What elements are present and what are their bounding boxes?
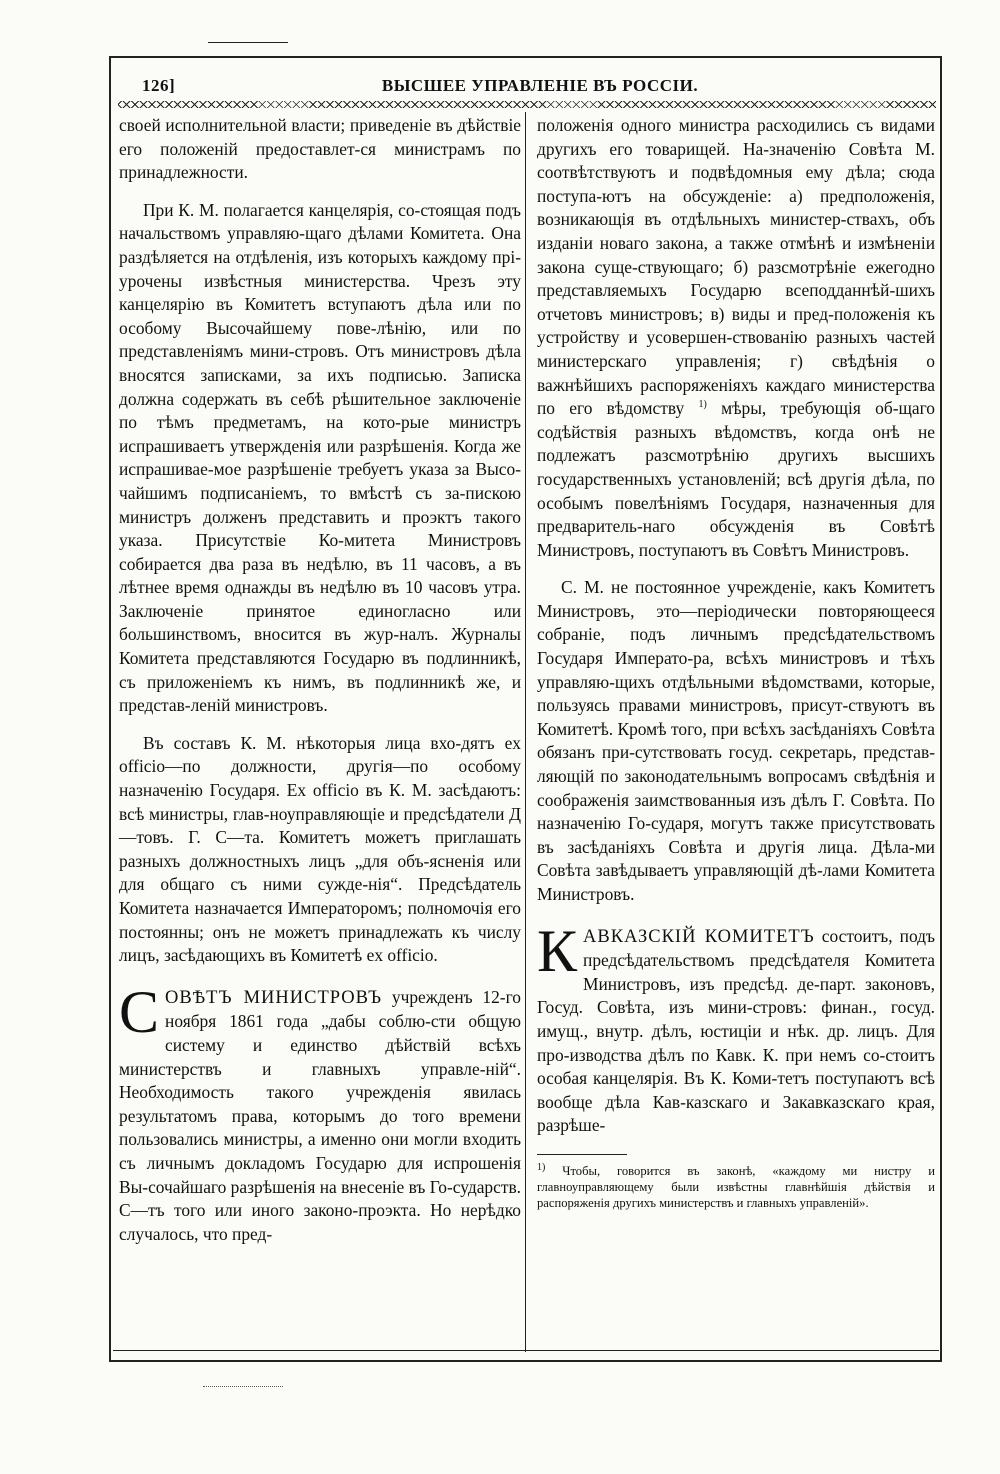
page-number: 126]	[142, 76, 176, 95]
kavkazskiy-komitet-section	[537, 917, 935, 1138]
kavkaz-dropcap: К	[537, 917, 578, 984]
right-column	[537, 114, 935, 1211]
left-column	[119, 114, 521, 1246]
sovet-ministrov-section	[119, 978, 521, 1247]
top-rule	[208, 42, 288, 43]
right-paragraph-1-b: мѣры, требующія об-щаго содѣйствія разныхъ вѣдомствъ, когда онѣ не подлежатъ разсмотрѣнію другихъ высшихъ государственныхъ установленій; всѣ другія дѣла, по особымъ повелѣніямъ Государя, назначенныя для предваритель-наго обсужденія въ Совѣтѣ Министровъ, поступаютъ въ Совѣтъ Министровъ.	[537, 398, 935, 560]
sovet-heading: ОВѢТЪ МИНИСТРОВЪ	[165, 987, 383, 1008]
left-paragraph-1: своей исполнительной власти; приведеніе въ дѣйствіе его положеній предоставлет-ся министрамъ по принадлежности.	[119, 115, 521, 183]
footnote	[537, 1163, 935, 1211]
right-paragraph-1	[537, 114, 935, 562]
footnote-text: Чтобы, говорится въ законѣ, «каждому ми нистру и главноуправляющему были извѣстны главнѣйшія дѣйствія и распоряженія другихъ министерствъ и главныхъ управленій».	[537, 1163, 935, 1210]
page-header	[140, 76, 940, 98]
running-title: ВЫСШЕЕ УПРАВЛЕНІЕ ВЪ РОССІИ.	[381, 76, 699, 95]
wavy-rule	[118, 101, 936, 108]
sovet-text: учрежденъ 12-го ноября 1861 года „дабы соблю-сти общую систему и единство дѣйствій всѣхъ министерствъ и главныхъ управле-ній“. Необходимость такого учрежденія явилась результатомъ права, которымъ до того времени пользовались министры, а именно они могли входить съ личнымъ докладомъ Государю для испрошенія Вы-сочайшаго разрѣшенія на внесеніе въ Го-сударств. С—тъ того или иного законо-проэкта. Но нерѣдко случалось, что пред-	[119, 986, 521, 1244]
left-paragraph-2: При К. М. полагается канцелярія, со-стоящая подъ начальствомъ управляю-щаго дѣлами Комитета. Она раздѣляется на отдѣленія, изъ которыхъ каждому прі-урочены извѣстныя министерства. Чрезъ эту канцелярію въ Комитетъ вступаютъ дѣла или по особому Высочайшему пове-лѣнію, или по представленіямъ мини-стровъ. Отъ министровъ дѣла вносятся записками, за ихъ подписью. Записка должна содержать въ себѣ рѣшительное заключеніе по тѣмъ предметамъ, на кото-рые министръ испрашиваетъ утвержденія или разрѣшенія. Когда же испрашивае-мое разрѣшеніе требуетъ указа за Высо-чайшимъ подписаніемъ, то вмѣстѣ съ за-пискою министръ долженъ представить и проэктъ такого указа. Присутствіе Ко-митета Министровъ собирается два раза въ недѣлю, въ 11 часовъ, а въ лѣтнее время однажды въ недѣлю въ 10 часовъ утра. Заключеніе принятое единогласно или большинствомъ, вносится въ жур-налъ. Журналы Комитета представляются Государю въ подлинникѣ, съ приложеніемъ къ нимъ, въ подлинникѣ же, и представ-леній министровъ.	[119, 199, 521, 716]
sovet-dropcap: С	[119, 978, 160, 1045]
left-paragraph-3: Въ составъ К. М. нѣкоторыя лица вхо-дятъ ex officio—по должности, другія—по особому назначенію Государя. Ex officio въ К. М. засѣдаютъ: всѣ министры, глав-ноуправляющіе и предсѣдатели Д—товъ. Г. С—та. Комитетъ можетъ приглашать разныхъ должностныхъ лицъ „для объ-ясненія или для общаго съ ними сужде-нія“. Предсѣдатель Комитета назначается Императоромъ; полномочія его постоянны; онъ не можетъ принадлежать къ числу лицъ, засѣдающихъ въ Комитетѣ ex officio.	[119, 732, 521, 966]
bottom-rule	[113, 1350, 939, 1351]
column-divider	[525, 112, 526, 1352]
right-paragraph-1-a: положенія одного министра расходились съ видами другихъ его товарищей. На-значенію Совѣта М. соотвѣтствуютъ и подвѣдомныя ему дѣла; сюда поступа-ютъ на обсужденіе: а) предположенія, возникающія въ отдѣльныхъ министер-ствахъ, объ изданіи новаго закона, а также отмѣнѣ и измѣненіи закона суще-ствующаго; б) разсмотрѣніе ежегодно представляемыхъ Государю всеподданнѣй-шихъ отчетовъ министровъ; в) виды и пред-положенія къ устройству и усовершен-ствованію разныхъ частей министерскаго управленія; г) свѣдѣнія о важнѣйшихъ распоряженіяхъ каждаго министерства по его вѣдомству	[537, 115, 935, 419]
right-paragraph-2: С. М. не постоянное учрежденіе, какъ Комитетъ Министровъ, это—періодически повторяющееся собраніе, подъ личнымъ предсѣдательствомъ Государя Императо-ра, всѣхъ министровъ и тѣхъ управляю-щихъ отдѣльными вѣдомствами, которые, пользуясь правами министровъ, присут-ствуютъ въ Комитетѣ. Кромѣ того, при всѣхъ засѣданіяхъ Совѣта обязанъ при-сутствовать госуд. секретарь, представ-ляющій по законодательнымъ вопросамъ свѣдѣнія и соображенія заимствованныя изъ дѣлъ Г. Совѣта. По назначенію Го-сударя, могутъ также присутствовать въ засѣданіяхъ Совѣта и другія лица. Дѣла-ми Совѣта завѣдываетъ управляющій дѣ-лами Комитета Министровъ.	[537, 577, 935, 904]
kavkaz-text: состоитъ, подъ предсѣдательствомъ предсѣдателя Комитета Министровъ, изъ предсѣд. де-парт. законовъ, Госуд. Совѣта, изъ мини-стровъ: финан., госуд. имущ., внутр. дѣлъ, юстиціи и нѣк. др. лицъ. Для про-изводства дѣлъ по Кавк. К. при немъ со-стоитъ особая канцелярія. Въ К. Коми-тетъ поступаютъ всѣ вообще дѣла Кав-казскаго и Закавказскаго края, разрѣше-	[537, 925, 935, 1136]
bottom-dotted-rule	[203, 1386, 283, 1387]
kavkaz-heading: АВКАЗСКІЙ КОМИТЕТЪ	[583, 926, 815, 947]
footnote-marker: 1)	[537, 1161, 546, 1173]
footnote-ref: 1)	[698, 399, 707, 411]
footnote-rule	[537, 1154, 627, 1155]
